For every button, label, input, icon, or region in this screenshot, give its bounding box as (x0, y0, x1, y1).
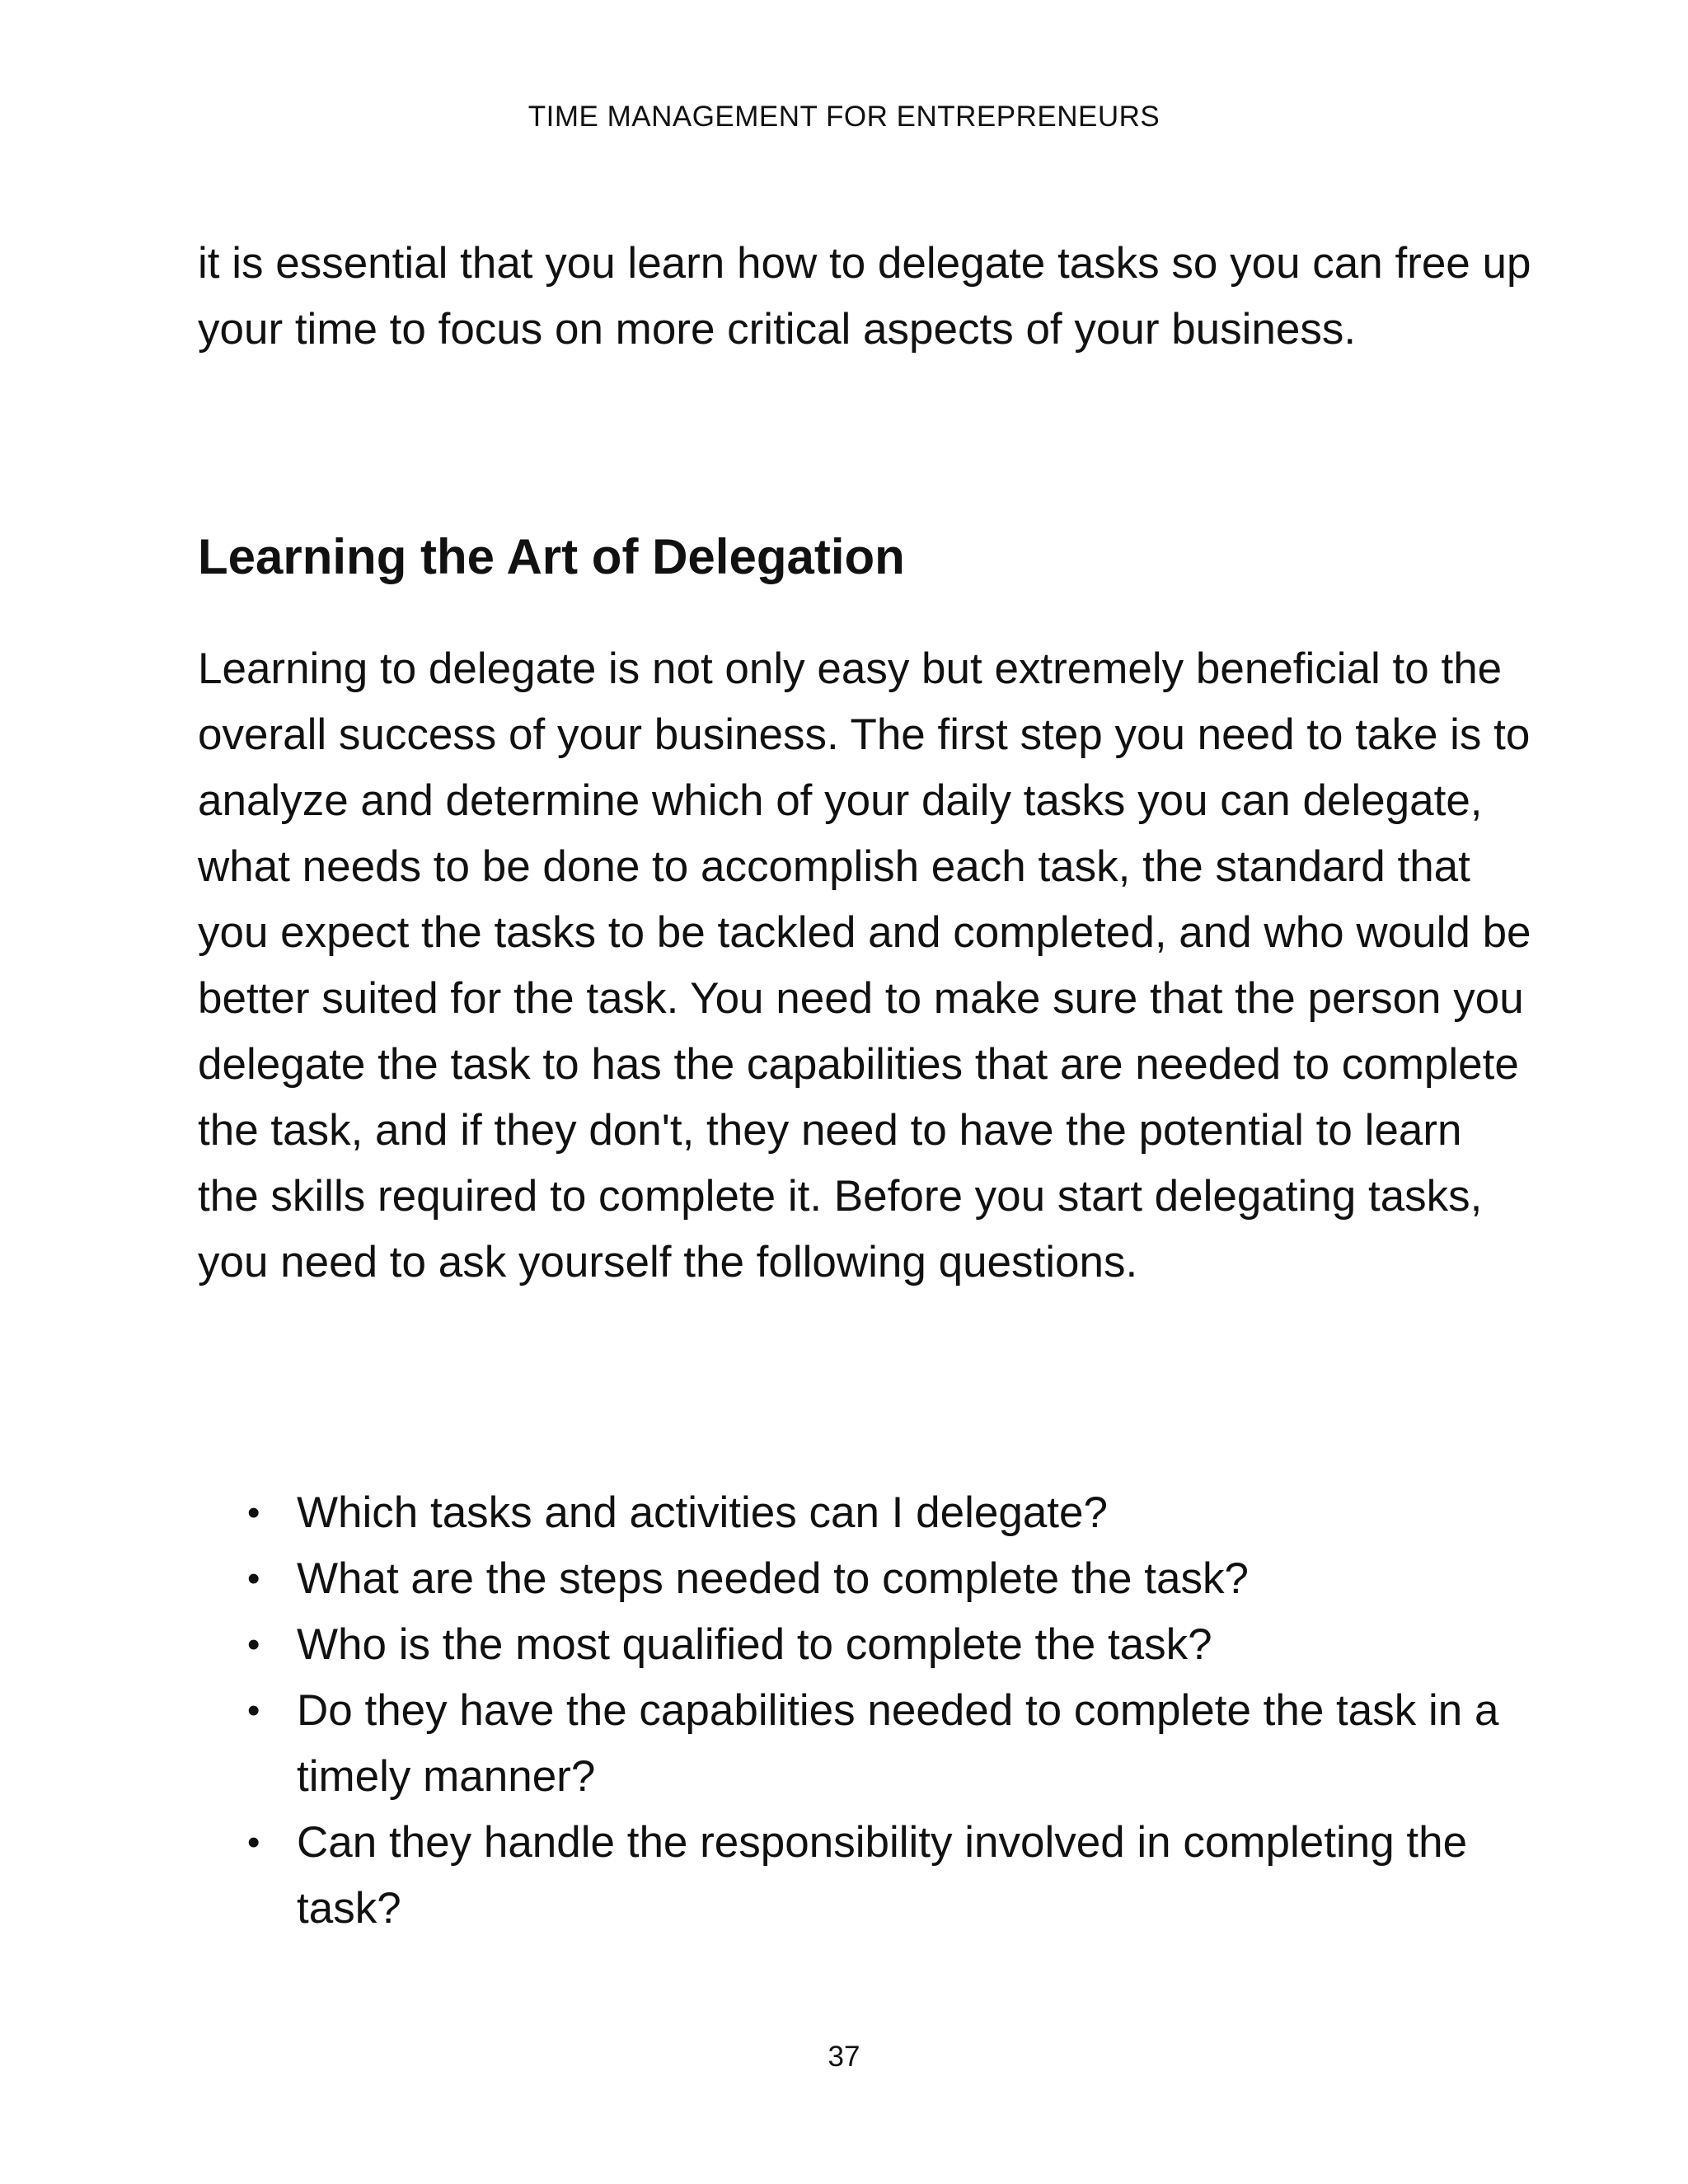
intro-paragraph: it is essential that you learn how to delegate tasks so you can free up your time to focus on more critical aspects of your business. (198, 239, 1531, 354)
list-item-text: Which tasks and activities can I delegate? (297, 1488, 1108, 1537)
list-item (198, 1678, 1533, 1810)
list-item (198, 1546, 1533, 1612)
bullet-icon: • (247, 1624, 260, 1665)
bullet-icon: • (247, 1558, 260, 1599)
list-item (198, 1612, 1533, 1678)
bullet-icon: • (247, 1690, 260, 1731)
bullet-icon: • (247, 1493, 260, 1533)
section-body-paragraph: Learning to delegate is not only easy but extremely beneficial to the overall success of your business. The first step you need to take is to analyze and determine which of your daily tasks you can delegate, what needs to be done to accomplish each task, the standard that you expect the tasks to be tackled and completed, and who would be better suited for the task. You need to make sure that the person you delegate the task to has the capabilities that are needed to complete the task, and if they don't, they need to have the potential to learn the skills required to complete it. Before you start delegating tasks, you need to ask yourself the following questions. (198, 644, 1531, 1286)
list-item-text: What are the steps needed to complete the task? (297, 1554, 1249, 1603)
list-item-text: Do they have the capabilities needed to complete the task in a timely manner? (297, 1686, 1499, 1801)
running-header: TIME MANAGEMENT FOR ENTREPRENEURS (528, 101, 1160, 133)
list-item (198, 1480, 1533, 1546)
list-item (198, 1810, 1533, 1942)
list-item-text: Who is the most qualified to complete the task? (297, 1620, 1212, 1669)
page-number: 37 (828, 2041, 860, 2073)
question-list (198, 1480, 1533, 1942)
list-item-text: Can they handle the responsibility involved in completing the task? (297, 1818, 1468, 1933)
section-heading: Learning the Art of Delegation (198, 529, 905, 584)
bullet-icon: • (247, 1822, 260, 1863)
